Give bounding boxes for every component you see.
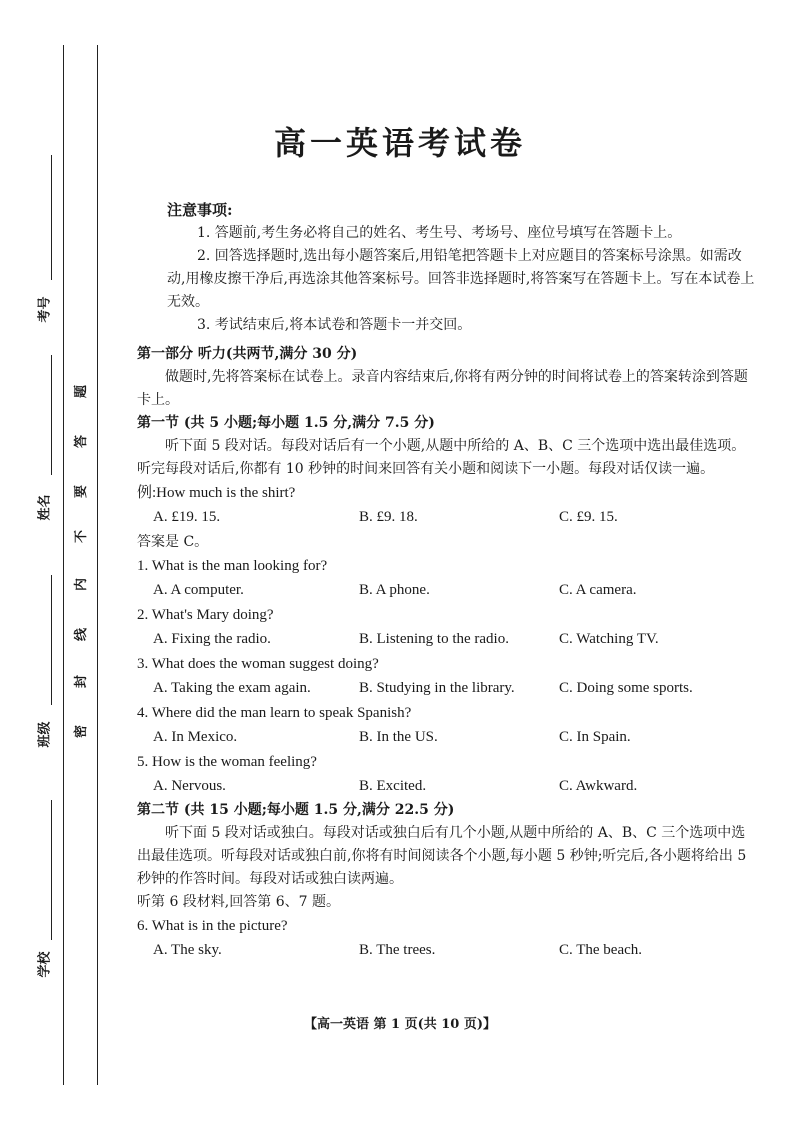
section2-heading: 第二节 (共 15 小题;每小题 1.5 分,满分 22.5 分) (137, 802, 455, 818)
question-5: 5. How is the woman feeling? (137, 754, 317, 770)
school-label: 学校 (37, 951, 53, 978)
binding-line-outer (63, 45, 64, 1085)
exam-number-label: 考号 (37, 296, 53, 323)
option-c: C. Awkward. (559, 778, 638, 794)
option-b: B. In the US. (359, 729, 438, 745)
exam-title: 高一英语考试卷 (273, 124, 526, 162)
name-blank (51, 355, 52, 475)
option-c: C. In Spain. (559, 729, 631, 745)
question-6: 6. What is in the picture? (137, 918, 288, 934)
option-b: B. Excited. (359, 778, 427, 794)
example-question: 例:How much is the shirt? (137, 485, 296, 501)
seal-char: 封 (74, 674, 90, 689)
seal-char: 内 (74, 577, 90, 592)
question-2: 2. What's Mary doing? (137, 607, 274, 623)
section2-intro: 听下面 5 段对话或独白。每段对话或独白后有几个小题,从题中所给的 A、B、C 三个选项中选出最佳选项。听每段对话或独白前,你将有时间阅读各个小题,每小题 5 秒钟;听完后,各小题将给出 5 秒钟的作答时间。每段对话或独白读两遍。 (137, 825, 747, 887)
question-4: 4. Where did the man learn to speak Spanish? (137, 705, 412, 721)
material-instruction: 听第 6 段材料,回答第 6、7 题。 (137, 894, 340, 910)
class-label: 班级 (37, 721, 53, 748)
seal-char: 答 (74, 434, 90, 449)
option-b: B. Studying in the library. (359, 680, 515, 696)
page-footer: 【高一英语 第 1 页(共 10 页)】 (303, 1017, 497, 1032)
question-4-options (137, 725, 757, 750)
exam-content (137, 198, 757, 963)
option-c: C. Watching TV. (559, 631, 659, 647)
example-answer: 答案是 C。 (137, 534, 209, 550)
question-2-options (137, 627, 757, 652)
seal-char: 要 (74, 484, 90, 499)
notice-item: 3. 考试结束后,将本试卷和答题卡一并交回。 (197, 317, 472, 333)
part1-heading: 第一部分 听力(共两节,满分 30 分) (137, 346, 358, 362)
section1-heading: 第一节 (共 5 小题;每小题 1.5 分,满分 7.5 分) (137, 415, 435, 431)
option-b: B. Listening to the radio. (359, 631, 509, 647)
seal-char: 不 (74, 529, 90, 544)
option-a: A. Taking the exam again. (153, 680, 311, 696)
option-c: C. £9. 15. (559, 509, 618, 525)
option-a: A. Fixing the radio. (153, 631, 271, 647)
option-a: A. Nervous. (153, 778, 226, 794)
notice-heading: 注意事项: (167, 201, 233, 219)
question-3-options (137, 676, 757, 701)
question-3: 3. What does the woman suggest doing? (137, 656, 379, 672)
question-1: 1. What is the man looking for? (137, 558, 328, 574)
school-blank (51, 800, 52, 940)
option-c: C. A camera. (559, 582, 637, 598)
option-c: C. The beach. (559, 942, 643, 958)
option-c: C. Doing some sports. (559, 680, 693, 696)
option-a: A. In Mexico. (153, 729, 238, 745)
seal-char: 密 (74, 724, 90, 739)
question-5-options (137, 774, 757, 799)
notice-item: 2. 回答选择题时,选出每小题答案后,用铅笔把答题卡上对应题目的答案标号涂黑。如需改动,用橡皮擦干净后,再选涂其他答案标号。回答非选择题时,将答案写在答题卡上。写在本试卷上无效。 (167, 248, 755, 310)
section1-intro: 听下面 5 段对话。每段对话后有一个小题,从题中所给的 A、B、C 三个选项中选出最佳选项。听完每段对话后,你都有 10 秒钟的时间来回答有关小题和阅读下一小题。每段对话仅读一遍。 (137, 438, 746, 477)
exam-number-blank (51, 155, 52, 280)
question-1-options (137, 578, 757, 603)
option-a: A. A computer. (153, 582, 244, 598)
option-b: B. £9. 18. (359, 509, 418, 525)
binding-line-inner (97, 45, 98, 1085)
option-a: A. The sky. (153, 942, 222, 958)
part1-intro: 做题时,先将答案标在试卷上。录音内容结束后,你将有两分钟的时间将试卷上的答案转涂到答题卡上。 (137, 369, 748, 408)
name-label: 姓名 (37, 494, 53, 521)
example-options (137, 505, 757, 530)
option-b: B. The trees. (359, 942, 436, 958)
option-b: B. A phone. (359, 582, 430, 598)
notice-item: 1. 答题前,考生务必将自己的姓名、考生号、考场号、座位号填写在答题卡上。 (197, 225, 682, 241)
seal-char: 题 (74, 384, 90, 399)
option-a: A. £19. 15. (153, 509, 221, 525)
class-blank (51, 575, 52, 705)
question-6-options (137, 938, 757, 963)
seal-char: 线 (74, 627, 90, 642)
